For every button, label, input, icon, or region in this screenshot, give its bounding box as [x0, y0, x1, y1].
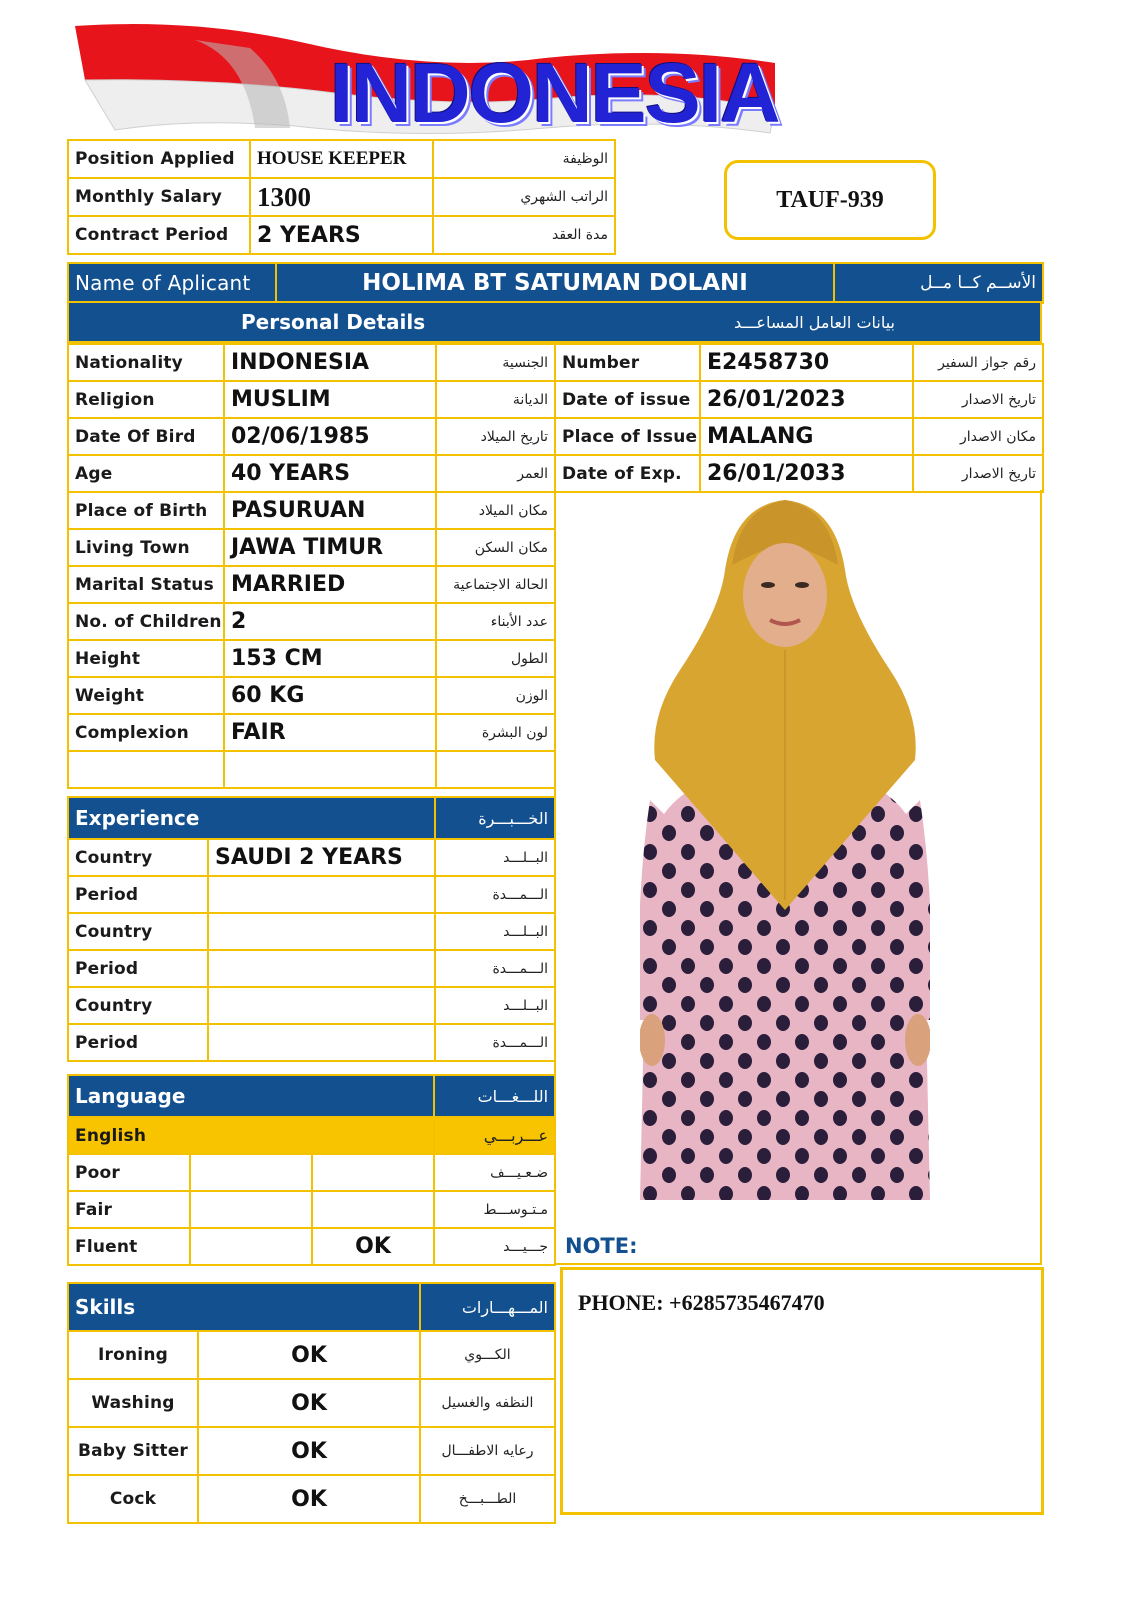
skills-header	[68, 1283, 555, 1331]
table-row	[68, 1379, 555, 1427]
position-value: HOUSE KEEPER	[250, 140, 433, 178]
personal-label-ar	[436, 751, 555, 788]
table-row	[68, 950, 555, 987]
personal-label: Living Town	[68, 529, 224, 566]
experience-value	[208, 950, 435, 987]
skill-value: OK	[198, 1475, 420, 1523]
table-row	[68, 1154, 555, 1191]
language-arabic-value: OK	[312, 1228, 434, 1265]
experience-value	[208, 913, 435, 950]
table-row	[68, 751, 555, 788]
table-row	[68, 714, 555, 751]
phone-number: PHONE: +6285735467470	[578, 1290, 825, 1315]
experience-label-ar: الـــمـــدة	[435, 950, 555, 987]
position-label-ar: الوظيفة	[433, 140, 615, 178]
table-row	[68, 263, 1043, 303]
personal-value: 02/06/1985	[224, 418, 436, 455]
passport-label-ar: تاريخ الاصدار	[913, 381, 1043, 418]
personal-label: Age	[68, 455, 224, 492]
personal-value: JAWA TIMUR	[224, 529, 436, 566]
passport-label-ar: تاريخ الاصدار	[913, 455, 1043, 492]
experience-label-ar: البــلـــد	[435, 987, 555, 1024]
experience-value	[208, 987, 435, 1024]
table-row	[68, 381, 555, 418]
language-level-label: Fluent	[68, 1228, 190, 1265]
table-row	[68, 216, 615, 254]
experience-title: Experience	[68, 797, 435, 839]
passport-value: 26/01/2023	[700, 381, 913, 418]
salary-label: Monthly Salary	[68, 178, 250, 216]
personal-label: Religion	[68, 381, 224, 418]
table-row	[68, 987, 555, 1024]
experience-label: Country	[68, 987, 208, 1024]
experience-label: Country	[68, 913, 208, 950]
table-row	[68, 1024, 555, 1061]
table-row	[555, 381, 1043, 418]
language-header	[68, 1075, 555, 1117]
personal-label-ar: مكان الميلاد	[436, 492, 555, 529]
language-english-value	[190, 1154, 312, 1191]
experience-value: SAUDI 2 YEARS	[208, 839, 435, 876]
experience-label: Period	[68, 876, 208, 913]
language-table	[67, 1074, 556, 1266]
passport-value: 26/01/2033	[700, 455, 913, 492]
position-label: Position Applied	[68, 140, 250, 178]
table-row	[68, 1191, 555, 1228]
personal-details-title-ar: بيانات العامل المساعـــد	[733, 313, 895, 332]
table-row	[68, 913, 555, 950]
language-subheader	[68, 1117, 555, 1154]
personal-value: MARRIED	[224, 566, 436, 603]
table-row	[68, 876, 555, 913]
personal-value: 153 CM	[224, 640, 436, 677]
personal-label: Place of Birth	[68, 492, 224, 529]
skill-label: Cock	[68, 1475, 198, 1523]
table-row	[68, 1228, 555, 1265]
passport-label-ar: مكان الاصدار	[913, 418, 1043, 455]
personal-details-title: Personal Details	[241, 310, 426, 334]
personal-label-ar: مكان السكن	[436, 529, 555, 566]
personal-value: FAIR	[224, 714, 436, 751]
contract-value: 2 YEARS	[250, 216, 433, 254]
skill-label: Washing	[68, 1379, 198, 1427]
experience-label-ar: البــلـــد	[435, 839, 555, 876]
table-row	[68, 344, 555, 381]
personal-label-ar: عدد الأبناء	[436, 603, 555, 640]
passport-label-ar: رقم جواز السفير	[913, 344, 1043, 381]
language-title-ar: اللـــغـــات	[434, 1075, 555, 1117]
language-level-ar: جـــيـــد	[434, 1228, 555, 1265]
language-arabic-value	[312, 1154, 434, 1191]
skills-title-ar: المـــهـــارات	[420, 1283, 555, 1331]
language-title: Language	[68, 1075, 434, 1117]
skill-label-ar: النظفه والغسيل	[420, 1379, 555, 1427]
passport-label: Number	[555, 344, 700, 381]
passport-label: Place of Issue	[555, 418, 700, 455]
contract-label: Contract Period	[68, 216, 250, 254]
passport-value: E2458730	[700, 344, 913, 381]
table-row	[555, 344, 1043, 381]
table-row	[68, 566, 555, 603]
experience-label-ar: البــلـــد	[435, 913, 555, 950]
experience-header	[68, 797, 555, 839]
skill-label-ar: الكـــوي	[420, 1331, 555, 1379]
personal-label-ar: العمر	[436, 455, 555, 492]
table-row	[555, 418, 1043, 455]
personal-label-ar: الديانة	[436, 381, 555, 418]
personal-label: Weight	[68, 677, 224, 714]
applicant-label-ar: الأســم كــا مــل	[834, 263, 1043, 303]
personal-label: Marital Status	[68, 566, 224, 603]
table-row	[68, 677, 555, 714]
salary-value: 1300	[250, 178, 433, 216]
table-row	[68, 140, 615, 178]
personal-label: Complexion	[68, 714, 224, 751]
personal-label-ar: الطول	[436, 640, 555, 677]
language-arabic-value	[312, 1191, 434, 1228]
experience-label: Country	[68, 839, 208, 876]
language-english-value	[190, 1191, 312, 1228]
table-row	[555, 455, 1043, 492]
personal-label: Height	[68, 640, 224, 677]
personal-label-ar: الجنسية	[436, 344, 555, 381]
experience-label-ar: الـــمـــدة	[435, 876, 555, 913]
table-row	[68, 455, 555, 492]
language-level-label: Fair	[68, 1191, 190, 1228]
applicant-label: Name of Aplicant	[68, 263, 276, 303]
language-english-label: English	[68, 1117, 434, 1154]
language-level-label: Poor	[68, 1154, 190, 1191]
skill-value: OK	[198, 1331, 420, 1379]
skill-label-ar: الطـــبـــخ	[420, 1475, 555, 1523]
table-row	[68, 603, 555, 640]
personal-details-header	[67, 301, 1042, 343]
table-row	[68, 839, 555, 876]
personal-value: 40 YEARS	[224, 455, 436, 492]
personal-label-ar: لون البشرة	[436, 714, 555, 751]
personal-label: Nationality	[68, 344, 224, 381]
language-level-ar: ضـعـيـــف	[434, 1154, 555, 1191]
table-row	[68, 418, 555, 455]
skill-value: OK	[198, 1427, 420, 1475]
personal-label: Date Of Bird	[68, 418, 224, 455]
reference-code: TAUF-939	[724, 160, 936, 240]
personal-value: 2	[224, 603, 436, 640]
personal-value: INDONESIA	[224, 344, 436, 381]
passport-table	[554, 343, 1044, 493]
page-title: INDONESIA	[330, 46, 779, 140]
skills-table	[67, 1282, 556, 1524]
job-info-table	[67, 139, 616, 255]
skill-label-ar: رعايه الاطفـــال	[420, 1427, 555, 1475]
personal-label-ar: الحالة الاجتماعية	[436, 566, 555, 603]
applicant-name-row	[67, 262, 1044, 304]
personal-value: MUSLIM	[224, 381, 436, 418]
personal-value: 60 KG	[224, 677, 436, 714]
salary-label-ar: الراتب الشهري	[433, 178, 615, 216]
table-row	[68, 492, 555, 529]
language-level-ar: مـتـوســـط	[434, 1191, 555, 1228]
skill-value: OK	[198, 1379, 420, 1427]
table-row	[68, 529, 555, 566]
experience-table	[67, 796, 556, 1062]
skill-label: Baby Sitter	[68, 1427, 198, 1475]
personal-details-table	[67, 343, 556, 789]
personal-label-ar: تاريخ الميلاد	[436, 418, 555, 455]
experience-value	[208, 876, 435, 913]
table-row	[68, 1331, 555, 1379]
personal-value	[224, 751, 436, 788]
skill-label: Ironing	[68, 1331, 198, 1379]
table-row	[68, 1475, 555, 1523]
experience-label-ar: الـــمـــدة	[435, 1024, 555, 1061]
table-row	[68, 1427, 555, 1475]
language-english-value	[190, 1228, 312, 1265]
applicant-name: HOLIMA BT SATUMAN DOLANI	[276, 263, 834, 303]
personal-label: No. of Children	[68, 603, 224, 640]
skills-title: Skills	[68, 1283, 420, 1331]
personal-value: PASURUAN	[224, 492, 436, 529]
experience-title-ar: الخـــبـــرة	[435, 797, 555, 839]
note-label: NOTE:	[565, 1234, 638, 1258]
applicant-photo	[640, 500, 930, 1205]
personal-label-ar: الوزن	[436, 677, 555, 714]
experience-label: Period	[68, 950, 208, 987]
experience-value	[208, 1024, 435, 1061]
experience-label: Period	[68, 1024, 208, 1061]
passport-value: MALANG	[700, 418, 913, 455]
table-row	[68, 640, 555, 677]
language-arabic-label: عـــربـــي	[434, 1117, 555, 1154]
passport-label: Date of Exp.	[555, 455, 700, 492]
table-row	[68, 178, 615, 216]
passport-label: Date of issue	[555, 381, 700, 418]
personal-label	[68, 751, 224, 788]
contract-label-ar: مدة العقد	[433, 216, 615, 254]
